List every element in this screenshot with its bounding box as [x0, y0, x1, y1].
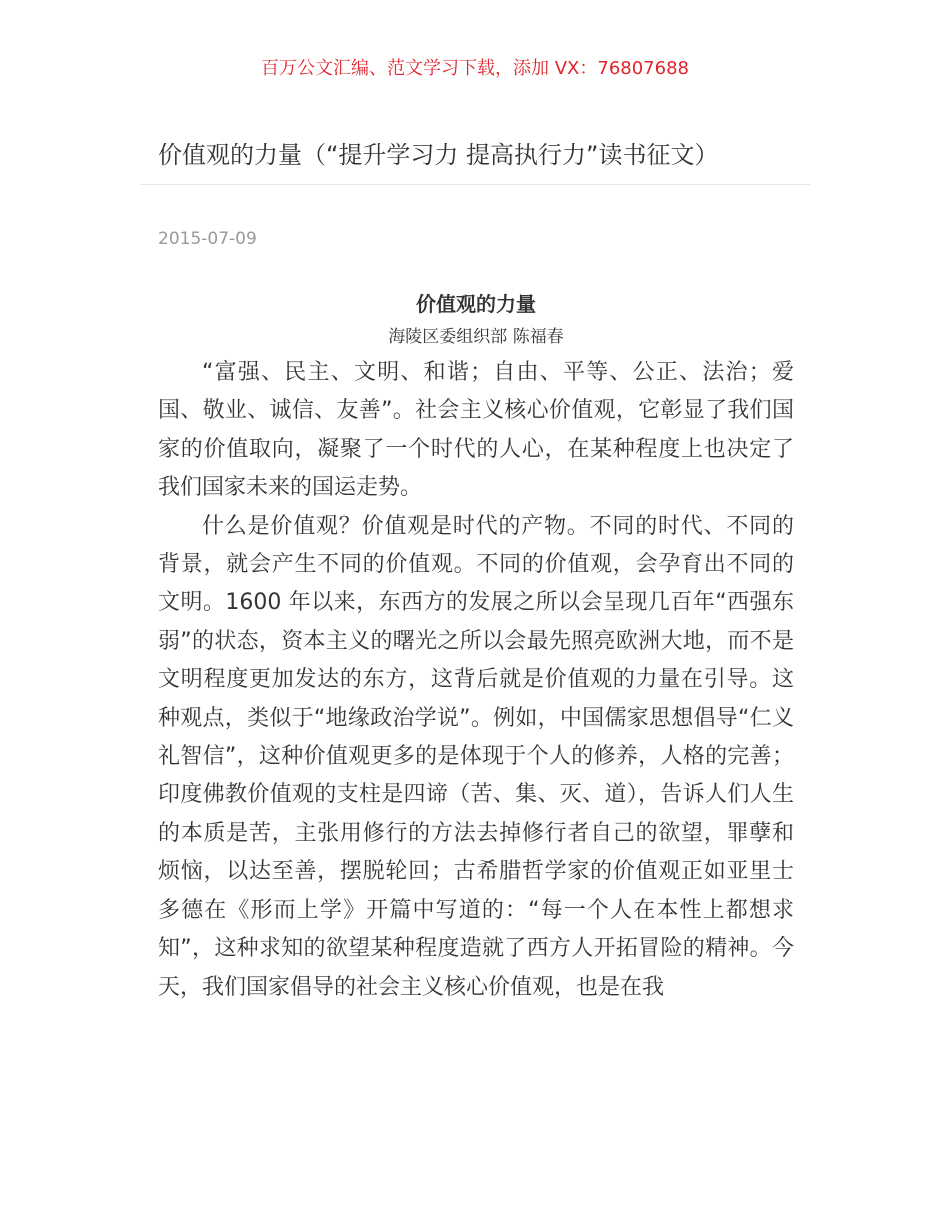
page-title: 价值观的力量（“提升学习力 提高执行力”读书征文）: [158, 141, 719, 169]
post-date: 2015-07-09: [158, 229, 257, 249]
article-paragraph: 什么是价值观？价值观是时代的产物。不同的时代、不同的背景，就会产生不同的价值观。不同的价值观，会孕育出不同的文明。1600 年以来，东西方的发展之所以会呈现几百年“西强东弱”的状态，资本主义的曙光之所以会最先照亮欧洲大地，而不是文明程度更加发达的东方，这背后就是价值观的力量在引导。这种观点，类似于“地缘政治学说”。例如，中国儒家思想倡导“仁义礼智信”，这种价值观更多的是体现于个人的修养，人格的完善；印度佛教价值观的支柱是四谛（苦、集、灭、道），告诉人们人生的本质是苦，主张用修行的方法去掉修行者自己的欲望，罪孽和烦恼，以达至善，摆脱轮回；古希腊哲学家的价值观正如亚里士多德在《形而上学》开篇中写道的：“每一个人在本性上都想求知”，这种求知的欲望某种程度造就了西方人开拓冒险的精神。今天，我们国家倡导的社会主义核心价值观，也是在我: [158, 513, 794, 1000]
article-heading: 价值观的力量: [416, 292, 536, 316]
article-paragraph: “富强、民主、文明、和谐；自由、平等、公正、法治；爱国、敬业、诚信、友善”。社会主义核心价值观，它彰显了我们国家的价值取向，凝聚了一个时代的人心，在某种程度上也决定了我们国家未来的国运走势。: [158, 360, 794, 501]
article-body: [158, 286, 794, 1007]
article-author: 海陵区委组织部 陈福春: [388, 327, 564, 347]
watermark-banner: 百万公文汇编、范文学习下载，添加 VX：76807688: [261, 58, 689, 79]
title-divider: [140, 184, 810, 185]
